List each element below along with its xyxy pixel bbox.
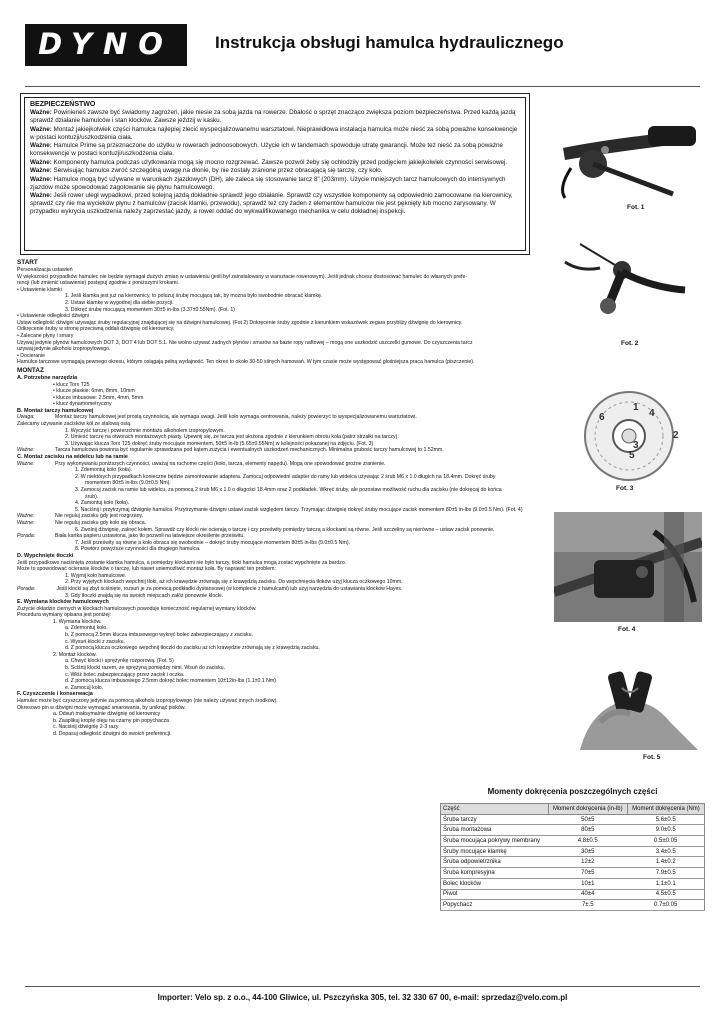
text-line-content: Zużycie okładzin ciernych w klockach hamulcowych powoduje konieczność regularnej wymiany klocków. — [17, 605, 257, 612]
text-line-content: 1. Zdemontuj koło (koła). — [75, 467, 133, 474]
safety-item-label: Ważne: — [30, 158, 52, 166]
logo-text: DYNO — [38, 27, 174, 61]
note-tag: Ważne: — [17, 519, 35, 526]
text-line — [17, 672, 530, 679]
text-line — [17, 300, 530, 307]
text-line-content: • Ustawienie klamki — [17, 286, 62, 293]
safety-item-text: Serwisując hamulce zwróć szczególną uwagę na dłonie, by nie zostały zranione przez obracającą się tarczę, czy koło. — [51, 167, 383, 174]
text-line-content: 8. Powtórz powyższe czynności dla drugiego hamulca. — [75, 546, 201, 553]
text-line — [17, 333, 530, 340]
text-line-content: d. Z pomocą klucza oczkowego wepchnij tłoczki do zacisku aż ich krawędzie zrównają się z krawędzią zacisku. — [65, 645, 320, 652]
torque-inlb-cell: 70±5 — [548, 868, 627, 879]
text-line-content: • Ustawienie odległości dźwigni — [17, 313, 89, 320]
text-line-content: MONTAŻ — [17, 366, 44, 374]
header-part: Część — [441, 804, 549, 815]
text-line-content: F. Czyszczenie i konserwacja — [17, 691, 93, 698]
safety-heading: BEZPIECZEŃSTWO — [30, 101, 96, 108]
torque-nm-cell: 0.7±0.05 — [627, 900, 704, 911]
text-line — [17, 566, 530, 573]
text-line-content: 6. Zwolnij dźwignię, zakręć kołem. Sprawdź czy klocki nie ocierają o tarczę i czy prześwity pomiędzy tarczą a klockami są równe. Jeśli szczeliny są nierówne – ustaw zacisk ponownie. — [75, 526, 495, 533]
table-row — [441, 878, 705, 889]
text-line — [17, 579, 530, 586]
table-row — [441, 846, 705, 857]
text-line — [17, 593, 530, 600]
safety-item-text: Powinieneś zawsze być świadomy zagrożeń, jakie niesie za sobą jazda na rowerze. Dbałość o sprzęt znacząco zwiększa poziom bezpieczeństwa. Przed każdą jazdą sprawdź działanie hamulców i stan klocków. Zawsze jeździj w kasku. — [30, 109, 516, 124]
text-line — [17, 487, 530, 494]
text-line-content: śrub). — [85, 493, 99, 500]
text-line-content: 7. Jeśli prześwity są równe a koło obraca się swobodnie – dokręć śruby mocujące momentem 80±5 in-lbs (9.0±0.5 Nm). — [75, 539, 350, 546]
text-line-content: Procedura wymiany opisana jest poniżej: — [17, 612, 112, 619]
text-line — [17, 414, 530, 421]
text-line-content: 2. Przy wyjętych klockach wepchnij tłoki, aż ich krawędzie zrównają się z krawędzią zacisku. Do wepchnięcia tłoków użyj klucza oczkowego 10mm. — [65, 579, 403, 586]
torque-nm-cell: 7.9±0.5 — [627, 868, 704, 879]
text-line-content: Hamulec może być czyszczony jedynie za pomocą alkoholu izopropylowego (nie należy używać innych środków). — [17, 698, 278, 704]
safety-item — [30, 109, 520, 125]
text-line — [17, 494, 530, 501]
safety-box-inner — [24, 97, 526, 251]
fot3-caption: Fot. 3 — [616, 485, 634, 492]
text-line-content: • klucze płaskie: 6mm, 8mm, 10mm — [53, 388, 135, 395]
part-name-cell: Popychacz — [441, 900, 549, 911]
table-row — [441, 857, 705, 868]
safety-item — [30, 142, 520, 158]
table-row — [441, 836, 705, 847]
text-line-content: E. Wymiana klocków hamulcowych — [17, 599, 109, 606]
safety-item-text: Komponenty hamulca podczas użytkowania mogą się mocno rozgrzewać. Zawsze pozwól żeby się ochłodziły przed podjęciem jakiejkolwiek czynności serwisowej. — [51, 158, 508, 166]
part-name-cell: Śruba tarczy — [441, 814, 549, 825]
torque-inlb-cell: 30±5 — [548, 846, 627, 857]
rotor-bolt-3: 3 — [633, 440, 639, 451]
fot2-caption: Fot. 2 — [621, 340, 639, 347]
part-name-cell: Bolec klocków — [441, 878, 549, 889]
safety-item-label: Ważne: — [30, 192, 52, 199]
text-line — [17, 307, 530, 314]
torque-table — [440, 803, 705, 911]
rotor-bolt-6: 6 — [599, 412, 605, 423]
text-line-content: 1. Wymiana klocków. — [53, 618, 102, 625]
text-line — [17, 421, 530, 428]
text-line — [17, 658, 530, 665]
fot5-caption: Fot. 5 — [643, 754, 661, 761]
table-row — [441, 900, 705, 911]
torque-inlb-cell: 7±.5 — [548, 900, 627, 911]
text-line — [17, 612, 530, 619]
torque-nm-cell: 3.4±0.5 — [627, 846, 704, 857]
text-line-content: a. Zdemontuj koło. — [65, 625, 108, 632]
safety-item — [30, 176, 520, 192]
safety-item-text: Hamulce mogą być używane w warunkach zjazdowych (DH), ale zaleca się stosowanie tarcz 8" (203mm). Użycie mniejszych tarcz hamulcowych do intensywnych zjazdów może spowodować zagotowanie się płynu hamulcowego. — [30, 175, 506, 191]
safety-item — [30, 126, 520, 142]
page-title: Instrukcja obsługi hamulca hydraulicznego — [215, 33, 564, 52]
text-line-content: 2. Montaż klocków. — [53, 651, 97, 658]
text-line — [17, 467, 530, 474]
text-line-content: d. Dopasuj odległość dźwigni do swoich preferencji. — [53, 730, 172, 737]
text-line — [17, 340, 530, 347]
text-line-content: Ustaw odległość dźwigni używając śruby regulacyjnej znajdującej się na dźwigni hamulcowej. (Fot 2) Dokręcenie śruby zgodnie z kierunkiem wskazówek zegara przybliży dźwignię do kierownicy. — [17, 319, 463, 326]
table-row — [441, 868, 705, 879]
torque-inlb-cell: 12±2 — [548, 857, 627, 868]
text-line-content: B. Montaż tarczy hamulcowej — [17, 407, 94, 414]
text-line — [17, 287, 530, 294]
text-line-content: 3. Zamocuj zacisk na ramie lub widelcu, za pomocą 2 śrub M6 x 1.0 o długości 18.4mm oraz 2 podkładek. Wkręć śruby, ale pozostaw możliwość ruchu dla zacisku (nie dokręcaj do końca — [75, 487, 502, 493]
text-line-content: Jeśli przypadkowo naciśnięta zostanie klamka hamulca, a pomiędzy klockami nie było tarczy, tłoki hamulca mogą zostać wypchnięte za bardzo. — [17, 559, 347, 566]
text-line — [17, 665, 530, 672]
text-line — [17, 274, 530, 281]
safety-item-label: Ważne: — [30, 109, 52, 116]
text-line — [17, 606, 530, 613]
text-line — [17, 474, 530, 481]
text-line — [17, 388, 530, 395]
text-line-content: b. Zaaplikuj kroplę oleju na czarny pin popychacza — [53, 717, 169, 724]
safety-item-label: Ważne: — [30, 167, 52, 174]
text-line — [17, 652, 530, 659]
part-name-cell: Śruba kompresyjna — [441, 868, 549, 879]
text-line — [17, 586, 530, 593]
text-line — [17, 678, 530, 685]
text-line — [17, 711, 530, 718]
safety-item-label: Ważne: — [30, 125, 52, 133]
note-tag: Ważne: — [17, 447, 35, 454]
text-line-content: a. Odsuń maksymalnie dźwignię od kierownicy — [53, 711, 161, 718]
torque-inlb-cell: 10±1 — [548, 878, 627, 889]
text-line-content: 3. Używając klucza Torx T25 dokręć śruby mocujące momentem, 50±5 in-lb (5.65±0.55Nm) w kolejności pokazanej na zdjęciu. (Fot. 3) — [65, 440, 374, 447]
text-line — [17, 434, 530, 441]
text-line-content: momentem 80±5 in-lbs (9.0±0.5 Nm). — [85, 480, 171, 487]
dyno-logo — [25, 24, 187, 66]
fot1-lever-photo — [553, 108, 703, 200]
text-line-content: 5. Naciśnij i przytrzymaj dźwignię hamulca. Przytrzymanie dźwigni ustawi zacisk względem tarczy. Trzymając dźwignię dokręć śruby mocujące zacisk momentem 80±5 in-lbs (9.0±0.5 Nm). (Fot. 4) — [75, 506, 523, 513]
text-line-content: • Docieranie — [17, 352, 46, 359]
text-line-content: A. Potrzebne narzędzia — [17, 374, 78, 381]
text-line — [17, 359, 530, 366]
text-line — [17, 724, 530, 731]
part-name-cell: Śruba odpowietrznika — [441, 857, 549, 868]
text-line-content: Odkręcenie śruby w stronę przeciwną oddali dźwignię od kierownicy. — [17, 326, 175, 333]
note-tag: Porada: — [17, 533, 36, 540]
text-line-content: D. Wypchnięte tłoczki — [17, 552, 74, 559]
table-row — [441, 889, 705, 900]
text-line-content: 4. Zamontuj koło (koła). — [75, 500, 130, 507]
text-line-content: Używaj jedynie płynów hamulcowych DOT 3, DOT 4 lub DOT 5.1. Nie wolno używać żadnych płynów i smarów na bazie ropy naftowej – mogą one uszkodzić uszczelki gumowe. Do czyszczenia tarcz — [17, 339, 473, 346]
text-line-content: a. Chwyć klocki i sprężynkę rozporową. (Fot. 5) — [65, 658, 174, 665]
text-line-content: 3. Dokręć śrubę mocującą momentem 30±5 in-lbs (3.37±0.55Nm). (Fot. 1) — [65, 306, 236, 313]
text-line — [17, 313, 530, 320]
note-tag: Uwaga: — [17, 414, 35, 421]
text-line-content: c. Wysuń klocki z zacisku. — [65, 638, 125, 645]
torque-nm-cell: 5.6±0.5 — [627, 814, 704, 825]
fot1-caption: Fot. 1 — [627, 204, 645, 211]
text-line-content: b. Z pomocą 2.5mm klucza imbusowego wykręć bolec zabezpieczający z zacisku. — [65, 632, 253, 639]
text-line — [17, 461, 530, 468]
text-line — [17, 639, 530, 646]
rotor-bolt-2: 2 — [673, 430, 679, 441]
text-line — [17, 731, 530, 738]
text-line — [17, 625, 530, 632]
text-line-content: 3. Gdy tłoczki znajdą się na swoich miejscach załóż ponownie klocki. — [65, 592, 224, 599]
text-line-content: 1. Wyjmij koło hamulcowe. — [65, 572, 127, 579]
safety-item-label: Ważne: — [30, 175, 52, 183]
text-line — [17, 507, 530, 514]
text-line-content: d. Z pomocą klucza imbusowego 2.5mm dokręć bolec momentem 10±12in-lbs (1.1±0.1 Nm) — [65, 678, 276, 685]
text-line-content: b. Ściśnij klocki razem, ze sprężyną pomiędzy nimi. Wsuń do zacisku. — [65, 665, 226, 672]
text-line-content: • klucz Torx T25 — [53, 381, 90, 388]
text-line-content: Personalizacja ustawień — [17, 267, 73, 273]
safety-item-text: Hamulce Prime są przeznaczone do użytku w rowerach jednoosobowych. Użycie ich w tandemach spowoduje utratę gwarancji. Może też nieść za sobą poważne konsekwencje w postaci kontuzji/uszkodzenia ciała. — [30, 142, 503, 157]
text-line-content: Montaż tarczy hamulcowej jest prostą czynnością, ale wymaga uwagi. Jeśli koło wymaga centrowania, należy powierzyć to wyspecjalizowanemu warsztatowi. — [55, 414, 417, 421]
text-line — [17, 267, 530, 274]
torque-nm-cell: 9.0±0.5 — [627, 825, 704, 836]
text-line — [17, 326, 530, 333]
fot5-pads-photo — [560, 652, 698, 750]
subsection-heading — [17, 553, 530, 560]
torque-nm-cell: 1.1±0.1 — [627, 878, 704, 889]
text-line — [17, 645, 530, 652]
text-line-content: 1. Wyczyść tarczę i powierzchnie montażu alkoholem izopropylowym. — [65, 427, 225, 434]
text-line — [17, 346, 530, 353]
text-line — [17, 353, 530, 360]
part-name-cell: Piwot — [441, 889, 549, 900]
torque-table-header-row — [441, 804, 705, 815]
torque-inlb-cell: 80±5 — [548, 825, 627, 836]
torque-nm-cell: 1.4±0.2 — [627, 857, 704, 868]
text-line-content: START — [17, 259, 38, 266]
safety-item — [30, 192, 520, 216]
note-tag: Ważne: — [17, 513, 35, 520]
text-line-content: Zalecamy używanie zacisków kół ze stalową osią. — [17, 421, 132, 428]
text-line — [17, 395, 530, 402]
fot3-rotor-diagram — [573, 388, 685, 483]
section-heading — [17, 259, 530, 267]
text-line-content: 1. Jeśli klamka jest już na kierownicy, to poluzuj śrubę mocującą tak, by można było swobodnie obracać klamkę. — [65, 293, 323, 300]
text-line — [17, 546, 530, 553]
text-line-content: 2. Ustaw klamkę w wygodnej dla siebie pozycji. — [65, 299, 174, 306]
safety-item — [30, 167, 520, 175]
table-row — [441, 814, 705, 825]
part-name-cell: Śruby mocujące klamkę — [441, 846, 549, 857]
subsection-heading — [17, 408, 530, 415]
text-line — [17, 480, 530, 487]
text-line — [17, 441, 530, 448]
text-line-content: • klucz dynamometryczny — [53, 401, 112, 408]
safety-item-text: Jeśli rower uległ wypadkowi, przed kolejną jazdą dokładnie sprawdź jego działanie. Sprawdź czy wszystkie komponenty są odpowiednio zamocowane na kierownicy, sprawdź czy nie ma wycieków płynu z hamulców (zacisk klamki, przewodu), sprawdź też czy żaden z elementów hamulców nie jest pęknięty lub mocno zarysowany. W przypadku wykrycia uszkodzenia należy zaprzestać jazdy, a rower oddać do wykwalifikowanego mechanika w celu dokładnej inspekcji. — [30, 192, 513, 215]
text-line — [17, 573, 530, 580]
text-line — [17, 513, 530, 520]
text-line — [17, 520, 530, 527]
torque-inlb-cell: 40±4 — [548, 889, 627, 900]
text-line — [17, 500, 530, 507]
text-line-content: c. Włóż bolec zabezpieczający przez zacisk i oczka. — [65, 671, 185, 678]
text-line — [17, 705, 530, 712]
text-line-content: Jeśli klocki są zbyt ściśnięte, rozsuń je za pomocą podkładki dystansowej (w komplecie z hamulcami) lub użyj narzędzia do ustawiania klocków Hayes. — [55, 585, 403, 592]
header-divider — [25, 86, 700, 87]
subsection-heading — [17, 454, 530, 461]
text-line — [17, 280, 530, 287]
text-line — [17, 320, 530, 327]
text-line — [17, 527, 530, 534]
text-line-content: Przy wykonywaniu poniższych czynności, uważaj na ruchome części (koło, tarcza, elementy napędu). Mogą one spowodować groźne zranienie. — [55, 460, 386, 467]
text-line — [17, 447, 530, 454]
rotor-bolt-1: 1 — [633, 402, 639, 413]
text-line-content: c. Naciśnij dźwignię 2-3 razy — [53, 724, 119, 731]
text-line — [17, 293, 530, 300]
safety-item-text: Montaż jakiejkolwiek części hamulca najlepiej zlecić wyspecjalizowanemu warsztatowi. Nieprawidłowa instalacja hamulca może nieść za sobą poważne konsekwencje w postaci kontuzji/uszkodzenia ciała. — [30, 125, 518, 141]
text-line-content: Biała kartka papieru ustawiona, jako tło pozwoli na łatwiejsze określenie prześwitu. — [55, 533, 245, 540]
text-line-content: Hamulce tarczowe wymagają pewnego okresu, którym osiągają pełną wydajność. Ten okres to około 30-50 silnych hamowań. W tym czasie może występować głośniejsza praca hamulca (piszczenie). — [17, 359, 475, 366]
text-line — [17, 533, 530, 540]
text-line — [17, 382, 530, 389]
text-line-content: Może to spowodować ocieranie klocków o tarczę, lub nawet uniemożliwić montaż koła. By naprawić ten problem: — [17, 566, 276, 573]
text-line-content: Nie reguluj zacisku gdy jest rozgrzany. — [55, 513, 144, 520]
safety-box — [20, 93, 530, 255]
importer-footer: Importer: Velo sp. z o.o., 44-100 Gliwice, ul. Pszczyńska 305, tel. 32 330 67 00, e-mail: sprzedaz@velo.com.pl — [157, 993, 568, 1002]
text-line-content: używaj jedynie alkoholu izopropylowego. — [17, 346, 111, 353]
fot4-caliper-photo — [554, 512, 702, 622]
instructions-body — [17, 258, 530, 738]
text-line — [17, 698, 530, 705]
subsection-heading — [17, 599, 530, 606]
fot4-caption: Fot. 4 — [618, 626, 636, 633]
safety-item — [30, 159, 520, 167]
part-name-cell: Śruba montażowa — [441, 825, 549, 836]
footer-divider — [25, 986, 700, 987]
text-line-content: 2. W niektórych przypadkach konieczne będzie zamontowanie adaptera. Zamocuj odpowiedni adapter do ramy lub widelca używając 2 śrub M6 x 1.0 długich na 18.4mm. Dokręć śruby — [75, 473, 496, 480]
subsection-heading — [17, 375, 530, 382]
torque-nm-cell: 0.5±0.05 — [627, 836, 704, 847]
note-tag: Ważne: — [17, 460, 35, 467]
text-line-content: e. Zamocuj koło. — [65, 684, 104, 691]
torque-inlb-cell: 50±5 — [548, 814, 627, 825]
table-row — [441, 825, 705, 836]
text-line-content: 2. Umieść tarczę na otworach montażowych piasty. Upewnij się, że tarcza jest ułożona zgodnie z kierunkiem obrotu koła (patrz strzałki na tarczy). — [65, 434, 399, 441]
text-line-content: • Zalecane płyny i smary — [17, 332, 74, 339]
text-line — [17, 619, 530, 626]
text-line-content: rencji (lub zmienić ustawienie) postępuj zgodnie z poniższymi krokami. — [17, 280, 180, 287]
torque-table-title: Momenty dokręcenia poszczególnych części — [487, 787, 658, 796]
subsection-heading — [17, 691, 530, 698]
header-inlb: Moment dokręcenia (in-lb) — [548, 804, 627, 815]
section-heading — [17, 367, 530, 375]
text-line-content: Tarcza hamulcowa powinna być regularnie sprawdzana pod kątem zużycia i ewentualnych uszkodzeń mechanicznych. Minimalna grubość tarczy hamulcowej to 1.52mm. — [55, 447, 444, 454]
text-line-content: Nie reguluj zacisku gdy koło się obraca. — [55, 519, 147, 526]
text-line — [17, 401, 530, 408]
text-line — [17, 540, 530, 547]
text-line — [17, 560, 530, 567]
torque-nm-cell: 4.5±0.5 — [627, 889, 704, 900]
note-tag: Porada: — [17, 585, 36, 592]
text-line-content: Okresowo pin w dźwigni może wymagać smarowania, by uniknąć pisków. — [17, 704, 186, 711]
fot2-lever-photo — [560, 232, 690, 327]
text-line — [17, 632, 530, 639]
rotor-bolt-5: 5 — [629, 450, 635, 461]
text-line-content: W większości przypadków hamulec nie będzie wymagał dużych zmian w ustawieniu (jeśli był zainstalowany w warsztacie rowerowym). Jeśli jednak chcesz dostosować hamulec do własnych prefe- — [17, 273, 468, 280]
torque-inlb-cell: 4.8±0.5 — [548, 836, 627, 847]
text-line-content: • klucze imbusowe: 2.5mm, 4mm, 5mm — [53, 394, 144, 401]
text-line — [17, 428, 530, 435]
header-nm: Moment dokręcenia (Nm) — [627, 804, 704, 815]
text-line — [17, 685, 530, 692]
text-line-content: C. Montaż zacisku na widelcu lub na ramie — [17, 454, 128, 461]
safety-item-label: Ważne: — [30, 142, 52, 149]
text-line — [17, 718, 530, 725]
rotor-bolt-4: 4 — [649, 408, 655, 419]
part-name-cell: Śruba mocująca pokrywy membrany — [441, 836, 549, 847]
